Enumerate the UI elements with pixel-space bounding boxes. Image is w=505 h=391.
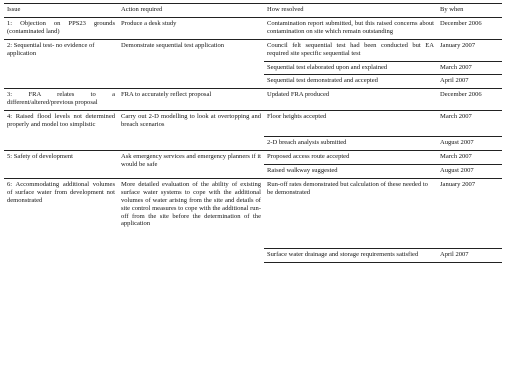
header-issue: Issue xyxy=(4,4,118,18)
by-when-cell: March 2007 xyxy=(437,111,502,137)
action-cell: Demonstrate sequential test application xyxy=(118,39,264,89)
by-when-cell: April 2007 xyxy=(437,75,502,89)
by-when-cell: March 2007 xyxy=(437,151,502,165)
issue-cell: 1: Objection on PPS23 grounds (contaminated land) xyxy=(4,17,118,39)
header-how-resolved: How resolved xyxy=(264,4,437,18)
how-resolved-cell: 2-D breach analysis submitted xyxy=(264,137,437,151)
table-row xyxy=(4,89,502,111)
how-resolved-cell: Sequential test elaborated upon and explained xyxy=(264,61,437,75)
issues-table xyxy=(4,3,502,263)
issue-cell: 6: Accommodating additional volumes of surface water from development not demonstrated xyxy=(4,178,118,262)
by-when-cell: August 2007 xyxy=(437,137,502,151)
how-resolved-cell: Floor heights accepted xyxy=(264,111,437,137)
action-cell: Produce a desk study xyxy=(118,17,264,39)
action-cell: More detailed evaluation of the ability of existing surface water systems to cope with the additional volumes of water arising from the site and details of site control measures to cope with the additional run-off from the site before the determination of the application xyxy=(118,178,264,262)
by-when-cell: January 2007 xyxy=(437,39,502,61)
action-cell: Ask emergency services and emergency planners if it would be safe xyxy=(118,151,264,179)
by-when-cell: January 2007 xyxy=(437,178,502,248)
action-cell: FRA to accurately reflect proposal xyxy=(118,89,264,111)
how-resolved-cell: Proposed access route accepted xyxy=(264,151,437,165)
action-cell: Carry out 2-D modelling to look at overtopping and breach scenarios xyxy=(118,111,264,151)
table-row xyxy=(4,111,502,137)
issue-cell: 5: Safety of development xyxy=(4,151,118,179)
by-when-cell: April 2007 xyxy=(437,248,502,262)
by-when-cell: December 2006 xyxy=(437,89,502,111)
issue-cell: 2: Sequential test- no evidence of application xyxy=(4,39,118,89)
how-resolved-cell: Contamination report submitted, but this raised concerns about contamination on site which remain outstanding xyxy=(264,17,437,39)
by-when-cell: March 2007 xyxy=(437,61,502,75)
how-resolved-cell: Surface water drainage and storage requirements satisfied xyxy=(264,248,437,262)
table-row xyxy=(4,178,502,248)
table-row xyxy=(4,17,502,39)
table-header-row xyxy=(4,4,502,18)
table-row xyxy=(4,151,502,165)
issue-cell: 4: Raised flood levels not determined properly and model too simplistic xyxy=(4,111,118,151)
how-resolved-cell: Sequential test demonstrated and accepted xyxy=(264,75,437,89)
how-resolved-cell: Run-off rates demonstrated but calculation of these needed to be demonstrated xyxy=(264,178,437,248)
by-when-cell: August 2007 xyxy=(437,164,502,178)
how-resolved-cell: Updated FRA produced xyxy=(264,89,437,111)
document-page xyxy=(4,3,502,263)
header-action-required: Action required xyxy=(118,4,264,18)
by-when-cell: December 2006 xyxy=(437,17,502,39)
how-resolved-cell: Raised walkway suggested xyxy=(264,164,437,178)
issue-cell: 3: FRA relates to a different/altered/previous proposal xyxy=(4,89,118,111)
how-resolved-cell: Council felt sequential test had been conducted but EA required site specific sequential test xyxy=(264,39,437,61)
header-by-when: By when xyxy=(437,4,502,18)
table-row xyxy=(4,39,502,61)
